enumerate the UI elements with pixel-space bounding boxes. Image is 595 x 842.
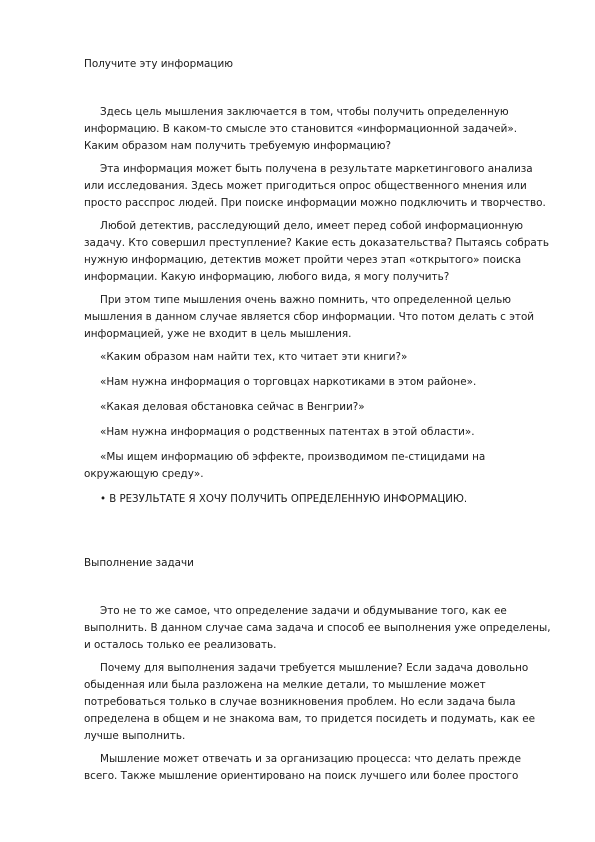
paragraph: Эта информация может быть получена в результате маркетингового анализа или исследования. Здесь может пригодиться опрос общественного мнения или просто расспрос людей. При поиске информации можно подключить и творчество. bbox=[84, 163, 546, 209]
section-heading-get-information: Получите эту информацию bbox=[84, 58, 233, 70]
paragraph: Почему для выполнения задачи требуется мышление? Если задача довольно обыденная или была разложена на мелкие детали, то мышление может потребоваться только в случае возникновения проблем. Но если задача была определена в общем и не знакома вам, то придется посидеть и подумать, как ее лучше выполнить. bbox=[84, 662, 535, 742]
quote-paragraph: «Нам нужна информация о торговцах наркотиками в этом районе». bbox=[100, 376, 477, 388]
paragraph: При этом типе мышления очень важно помнить, что определенной целью мышления в данном случае является сбор информации. Что потом делать с этой информацией, уже не входит в цель мышления. bbox=[84, 294, 535, 340]
section-body-task-execution bbox=[84, 603, 554, 791]
section-heading-task-execution: Выполнение задачи bbox=[84, 557, 194, 569]
quote-paragraph: «Нам нужна информация о родственных патентах в этой области». bbox=[100, 426, 475, 438]
paragraph: Это не то же самое, что определение задачи и обдумывание того, как ее выполнить. В данном случае сама задача и способ ее выполнения уже определены, и осталось только ее реализовать. bbox=[84, 605, 551, 651]
quote-paragraph: «Какая деловая обстановка сейчас в Венгрии?» bbox=[100, 401, 365, 413]
paragraph: Мышление может отвечать и за организацию процесса: что делать прежде всего. Также мышление ориентировано на поиск лучшего или более простого bbox=[84, 753, 521, 782]
quote-paragraph: «Каким образом нам найти тех, кто читает эти книги?» bbox=[100, 351, 408, 363]
summary-line: • В РЕЗУЛЬТАТЕ Я ХОЧУ ПОЛУЧИТЬ ОПРЕДЕЛЕННУЮ ИНФОРМАЦИЮ. bbox=[100, 494, 468, 505]
paragraph: Здесь цель мышления заключается в том, чтобы получить определенную информацию. В каком-то смысле это становится «информационной задачей». Каким образом нам получить требуемую информацию? bbox=[84, 106, 517, 152]
section-body-get-information bbox=[84, 104, 554, 514]
paragraph: Любой детектив, расследующий дело, имеет перед собой информационную задачу. Кто совершил преступление? Какие есть доказательства? Пытаясь собрать нужную информацию, детектив может пройти через этап «открытого» поиска информации. Какую информацию, любого вида, я могу получить? bbox=[84, 220, 549, 283]
quote-paragraph: «Мы ищем информацию об эффекте, производимом пе-стицидами на окружающую среду». bbox=[84, 451, 486, 480]
